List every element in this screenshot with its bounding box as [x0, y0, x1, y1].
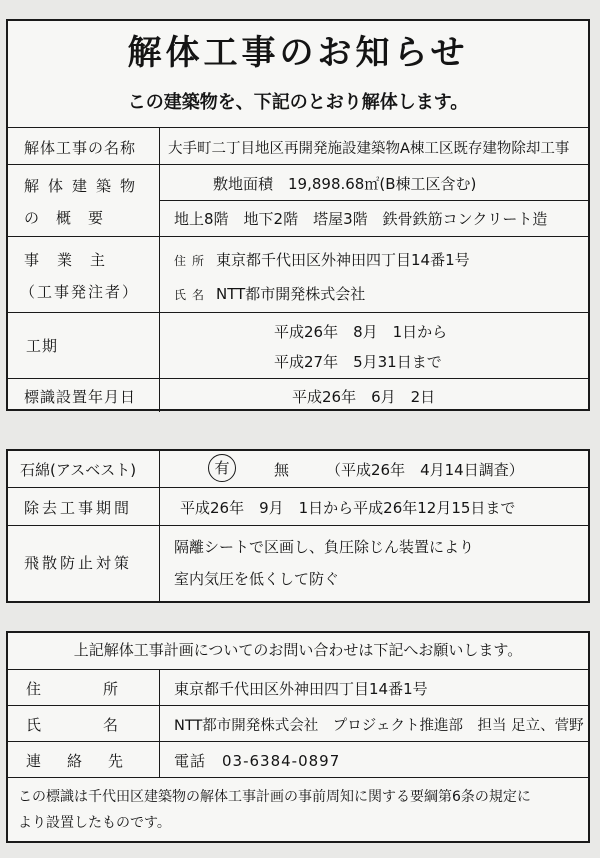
contact-name-row — [8, 705, 588, 742]
notice-title: 解体工事のお知らせ — [127, 33, 469, 73]
scatter-prevention-line-2: 室内気圧を低くして防ぐ — [174, 570, 340, 588]
notice-subtitle: この建築物を、下記のとおり解体します。 — [127, 92, 469, 113]
asbestos-label: 石綿(アスベスト) — [20, 461, 137, 479]
owner-label-1: 事業主 — [24, 251, 124, 269]
owner-row — [8, 236, 588, 313]
sign-date-label: 標識設置年月日 — [24, 388, 137, 406]
overview-structure: 地上8階 地下2階 塔屋3階 鉄骨鉄筋コンクリート造 — [174, 210, 548, 228]
scatter-prevention-row — [8, 525, 588, 602]
demolition-notice-panel — [6, 19, 590, 411]
owner-label-2: （工事発注者） — [20, 283, 140, 301]
scatter-prevention-label: 飛散防止対策 — [24, 554, 133, 572]
contact-name-label: 氏名 — [26, 716, 181, 734]
project-name-row — [8, 127, 588, 165]
contact-phone-label: 連絡先 — [26, 752, 150, 770]
removal-period-row — [8, 487, 588, 526]
period-end: 平成27年 5月31日まで — [274, 353, 442, 371]
asbestos-yes-marked: 有 — [208, 454, 236, 482]
contact-name-value: NTT都市開発株式会社 プロジェクト推進部 担当 足立、菅野 — [174, 718, 584, 734]
removal-period-label: 除去工事期間 — [24, 499, 133, 517]
contact-address-label: 住所 — [26, 680, 181, 698]
footnote-row — [8, 777, 588, 842]
sign-date-row — [8, 378, 588, 412]
owner-address: 住所 東京都千代田区外神田四丁目14番1号 — [174, 251, 470, 269]
asbestos-row — [8, 451, 588, 487]
owner-name: 氏名 NTT都市開発株式会社 — [174, 285, 366, 303]
asbestos-no: 無 — [274, 461, 290, 479]
asbestos-survey-date: （平成26年 4月14日調査） — [326, 461, 524, 479]
contact-intro: 上記解体工事計画についてのお問い合わせは下記へお願いします。 — [73, 641, 523, 659]
footnote-line-2: より設置したものです。 — [18, 815, 171, 831]
overview-label-2: の概要 — [24, 209, 121, 227]
contact-address-value: 東京都千代田区外神田四丁目14番1号 — [174, 680, 428, 698]
removal-period-value: 平成26年 9月 1日から平成26年12月15日まで — [180, 499, 516, 517]
project-name-value: 大手町二丁目地区再開発施設建築物A棟工区既存建物除却工事 — [168, 141, 570, 157]
contact-phone-value: 電話 03-6384-0897 — [174, 752, 341, 770]
construction-period-row — [8, 312, 588, 379]
contact-phone-row — [8, 741, 588, 778]
contact-panel — [6, 631, 590, 843]
asbestos-panel — [6, 449, 590, 603]
footnote-line-1: この標識は千代田区建築物の解体工事計画の事前周知に関する要綱第6条の規定に — [18, 789, 531, 805]
project-name-label: 解体工事の名称 — [24, 139, 137, 157]
sign-date-value: 平成26年 6月 2日 — [292, 388, 436, 406]
overview-site-area: 敷地面積 19,898.68㎡(B棟工区含む) — [213, 175, 477, 193]
period-label: 工期 — [26, 337, 59, 355]
period-start: 平成26年 8月 1日から — [274, 323, 448, 341]
building-overview-row — [8, 164, 588, 237]
contact-address-row — [8, 669, 588, 706]
overview-label-1: 解体建築物 — [24, 177, 145, 195]
scatter-prevention-line-1: 隔離シートで区画し、負圧除じん装置により — [174, 538, 475, 556]
